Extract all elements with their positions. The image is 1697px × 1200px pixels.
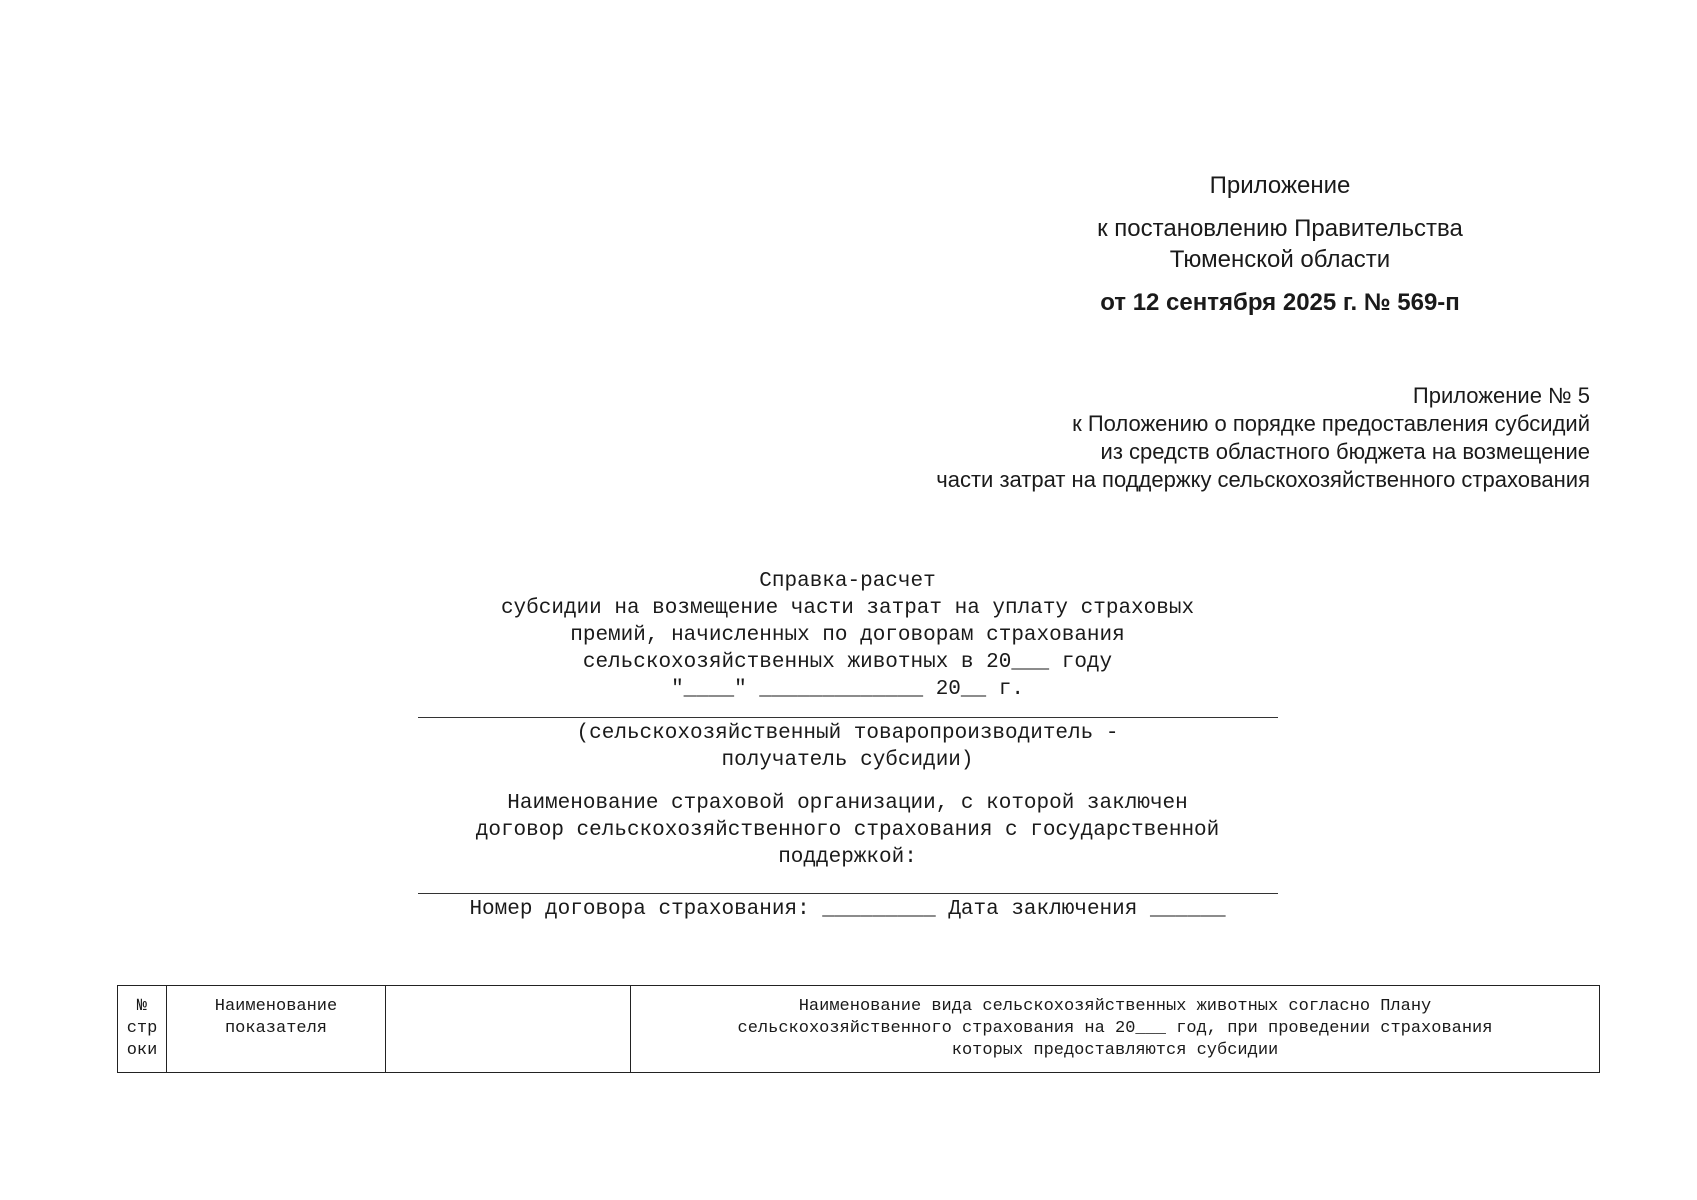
decree-appendix-block [1040, 170, 1520, 318]
header-row-number [118, 986, 167, 1073]
header-animal-types-line2: сельскохозяйственного страхования на 20___ год, при проведении страхования [737, 1019, 1493, 1038]
insurer-name-underline [418, 893, 1278, 894]
form-subtitle-line2: премий, начисленных по договорам страхования [570, 624, 1125, 647]
appendix5-line2: к Положению о порядке предоставления субсидий [1072, 411, 1590, 436]
calculation-form-header [405, 568, 1290, 923]
header-row-number-line2: стр [126, 1019, 158, 1038]
form-subtitle-line3: сельскохозяйственных животных в 20___ году [582, 651, 1113, 674]
insurer-line2: договор сельскохозяйственного страхования с государственной [475, 819, 1220, 842]
appendix5-line3: из средств областного бюджета на возмещение [1100, 439, 1590, 464]
contract-number-date-line: Номер договора страхования: _________ Дата заключения ______ [469, 898, 1226, 921]
header-row-number-line1: № [136, 997, 148, 1016]
header-row-number-line3: оки [126, 1041, 158, 1060]
insurer-block [405, 790, 1290, 871]
header-animal-types [631, 986, 1600, 1073]
decree-reference-line2: Тюменской области [1169, 246, 1391, 273]
indicators-table [117, 985, 1600, 1073]
appendix5-line4: части затрат на поддержку сельскохозяйственного страхования [936, 467, 1590, 492]
header-indicator-name [167, 986, 386, 1073]
header-indicator-name-line2: показателя [224, 1019, 328, 1038]
header-animal-types-line1: Наименование вида сельскохозяйственных животных согласно Плану [798, 997, 1432, 1016]
producer-caption-line2: получатель субсидии) [721, 749, 974, 772]
insurer-line3: поддержкой: [778, 846, 917, 869]
header-animal-types-line3: которых предоставляются субсидии [951, 1041, 1279, 1060]
form-subtitle-line1: субсидии на возмещение части затрат на уплату страховых [500, 597, 1195, 620]
insurer-line1: Наименование страховой организации, с которой заключен [507, 792, 1188, 815]
appendix5-block [690, 382, 1590, 494]
producer-caption-line1: (сельскохозяйственный товаропроизводитель - [576, 722, 1119, 745]
form-title: Справка-расчет [759, 570, 936, 593]
table-header-row [118, 986, 1600, 1073]
producer-name-underline [418, 717, 1278, 718]
decree-appendix-title: Приложение [1209, 172, 1351, 199]
appendix5-title: Приложение № 5 [1412, 383, 1590, 408]
header-indicator-name-line1: Наименование [214, 997, 338, 1016]
decree-date-number: от 12 сентября 2025 г. № 569-п [1100, 289, 1460, 316]
header-empty-cell [386, 986, 631, 1073]
form-date-line: "____" _____________ 20__ г. [671, 678, 1024, 701]
decree-reference-line1: к постановлению Правительства [1097, 215, 1463, 242]
